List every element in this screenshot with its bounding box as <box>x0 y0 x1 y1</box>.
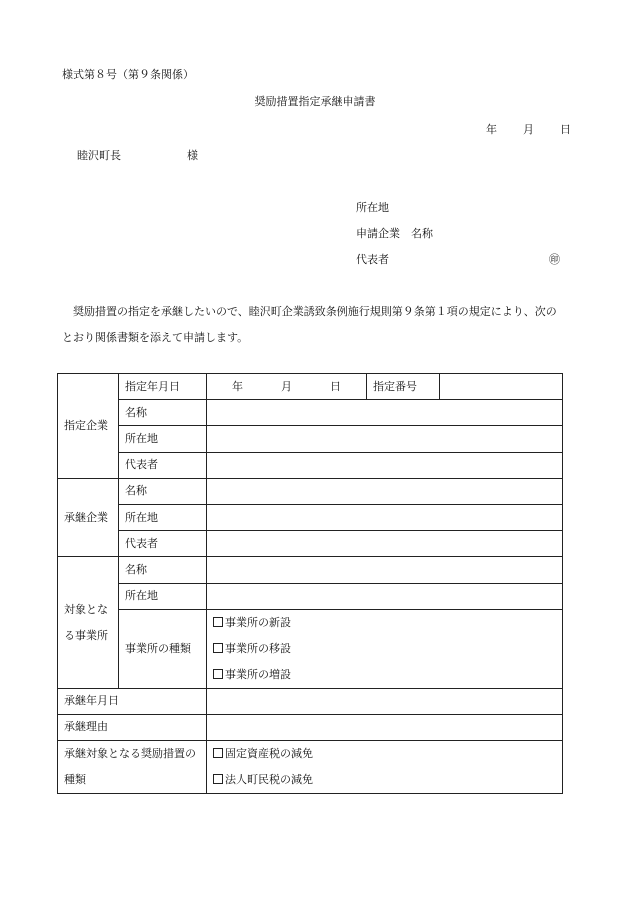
table-row <box>58 426 563 452</box>
succession-reason-field[interactable] <box>207 714 563 740</box>
table-row <box>58 741 563 794</box>
table-row <box>58 609 563 688</box>
designated-number-label: 指定番号 <box>367 374 440 400</box>
designated-date-year: 年 <box>232 379 243 393</box>
target-office-address-label: 所在地 <box>119 583 207 609</box>
succession-date-field[interactable] <box>207 688 563 714</box>
table-row <box>58 557 563 583</box>
target-office-name-field[interactable] <box>207 557 563 583</box>
applicant-address-label: 所在地 <box>356 201 389 214</box>
addressee <box>77 147 198 163</box>
checkbox-icon[interactable] <box>213 617 223 627</box>
table-row <box>58 374 563 400</box>
incentive-type-option[interactable] <box>213 741 562 767</box>
office-type-option[interactable] <box>213 610 562 636</box>
incentive-type-label-line2: 種類 <box>64 773 86 787</box>
seal-mark: ㊞ <box>549 253 560 266</box>
incentive-type-option-label: 法人町民税の減免 <box>225 773 313 787</box>
office-type-label: 事業所の種類 <box>119 609 207 688</box>
successor-address-label: 所在地 <box>119 504 207 530</box>
checkbox-icon[interactable] <box>213 774 223 784</box>
incentive-type-option-label: 固定資産税の減免 <box>225 747 313 761</box>
date-month-label: 月 <box>523 123 534 136</box>
body-text-line2: とおり関係書類を添えて申請します。 <box>62 331 249 344</box>
office-type-option-label: 事業所の移設 <box>225 641 291 655</box>
form-number: 様式第８号（第９条関係） <box>62 68 194 81</box>
designated-address-field[interactable] <box>207 426 563 452</box>
designated-number-field[interactable] <box>440 374 563 400</box>
target-office-label-line2: る事業所 <box>64 628 108 642</box>
designated-company-label: 指定企業 <box>58 374 119 479</box>
applicant-representative <box>356 251 560 267</box>
office-type-option[interactable] <box>213 636 562 662</box>
table-row <box>58 452 563 478</box>
application-table <box>57 373 563 794</box>
designated-address-label: 所在地 <box>119 426 207 452</box>
target-office-label-line1: 対象とな <box>64 602 108 616</box>
target-office-address-field[interactable] <box>207 583 563 609</box>
incentive-type-label <box>58 741 207 794</box>
designated-representative-field[interactable] <box>207 452 563 478</box>
target-office-name-label: 名称 <box>119 557 207 583</box>
designated-name-label: 名称 <box>119 400 207 426</box>
addressee-name: 睦沢町長 <box>77 149 121 162</box>
date-day-label: 日 <box>560 123 571 136</box>
successor-name-field[interactable] <box>207 478 563 504</box>
office-type-options <box>207 609 563 688</box>
succession-reason-label: 承継理由 <box>58 714 207 740</box>
designated-date-field[interactable] <box>207 374 367 400</box>
succession-date-label: 承継年月日 <box>58 688 207 714</box>
checkbox-icon[interactable] <box>213 748 223 758</box>
table-row <box>58 478 563 504</box>
table-row <box>58 531 563 557</box>
date-year-label: 年 <box>486 123 497 136</box>
office-type-option-label: 事業所の新設 <box>225 615 291 629</box>
body-text-line1: 奨励措置の指定を承継したいので、睦沢町企業誘致条例施行規則第９条第１項の規定により、次の <box>73 305 557 318</box>
incentive-type-options <box>207 741 563 794</box>
designated-representative-label: 代表者 <box>119 452 207 478</box>
checkbox-icon[interactable] <box>213 643 223 653</box>
applicant-company-label: 申請企業 名称 <box>356 227 433 240</box>
target-office-label <box>58 557 119 688</box>
office-type-option[interactable] <box>213 662 562 688</box>
table-row <box>58 714 563 740</box>
designated-date-day: 日 <box>330 379 341 393</box>
body-text <box>62 299 582 351</box>
incentive-type-label-line1: 承継対象となる奨励措置の <box>64 747 196 761</box>
incentive-type-option[interactable] <box>213 767 562 793</box>
document-title: 奨励措置指定承継申請書 <box>254 95 376 108</box>
designated-date-label: 指定年月日 <box>119 374 207 400</box>
successor-name-label: 名称 <box>119 478 207 504</box>
checkbox-icon[interactable] <box>213 669 223 679</box>
addressee-honorific: 様 <box>187 149 198 162</box>
applicant-representative-label: 代表者 <box>356 253 389 266</box>
successor-representative-label: 代表者 <box>119 531 207 557</box>
office-type-option-label: 事業所の増設 <box>225 667 291 681</box>
successor-company-label: 承継企業 <box>58 478 119 557</box>
table-row <box>58 688 563 714</box>
table-row <box>58 504 563 530</box>
designated-name-field[interactable] <box>207 400 563 426</box>
application-date <box>486 121 571 137</box>
designated-date-month: 月 <box>281 379 292 393</box>
successor-address-field[interactable] <box>207 504 563 530</box>
table-row <box>58 583 563 609</box>
table-row <box>58 400 563 426</box>
successor-representative-field[interactable] <box>207 531 563 557</box>
